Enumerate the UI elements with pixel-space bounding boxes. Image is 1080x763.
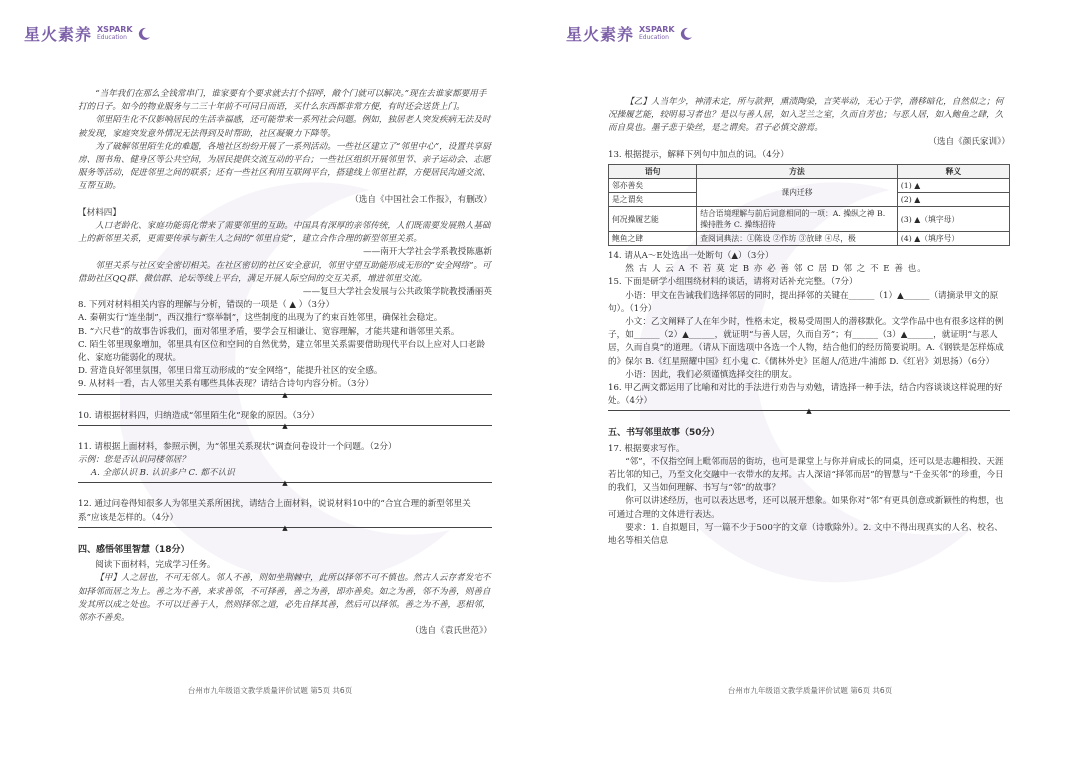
brand-name: 星火素养 xyxy=(24,25,93,44)
example-options: A. 全部认识 B. 认识多户 C. 都不认识 xyxy=(90,468,235,479)
question-14: 14. 请从A～E处选出一处断句（▲）（3分） xyxy=(608,251,774,262)
material-title: 【材料四】 xyxy=(78,207,121,218)
cell-meaning[interactable]: (1) ▲ xyxy=(897,179,1009,193)
question-17: 17. 根据要求写作。 xyxy=(608,443,685,454)
answer-line[interactable]: ▲ xyxy=(608,410,1010,423)
material-paragraph: 邻里关系与社区安全密切相关。在社区密切的社区安全意识，邻里守望互助能形成无形的“安全网络”。可借助社区QQ群、微信群、论坛等线上平台，满足开展人际空间的交互关系，增进邻里交流。 xyxy=(78,260,491,284)
brand-en-top: XSPARK xyxy=(97,24,133,34)
dialogue-line: 小文：乙文阐释了人在年少时，性格未定，极易受周围人的潜移默化。文学作品中也有很多这样的例子，如______（2）▲______，就证明“与善人居，久而自芳”；有______（3）▲______，就证明“与恶人居，久而自臭”的道理。（请从下面选项中各选一个人物，结合他们的经历简要说明。A.《钢铁是怎样炼成的》保尔 B.《红星照耀中国》红小鬼 C.《儒林外史》匡超人/范进/牛浦郎 D.《红岩》刘思扬）（6分） xyxy=(608,317,1004,367)
brand-en-bottom: Education xyxy=(639,33,669,41)
page-6 xyxy=(540,0,1080,763)
section-heading: 四、感悟邻里智慧（18分） xyxy=(78,544,190,555)
q14-sentence: 然 古 人 云 A 不 若 莫 定 B 亦 必 善 邻 C 居 D 邻 之 不 E 善 也。 xyxy=(625,264,927,275)
answer-line[interactable]: ▲ xyxy=(78,394,492,407)
material-paragraph: 邻里陌生化不仅影响居民的生活幸福感，还可能带来一系列社会问题。例如，独居老人突发疾病无法及时被发现，家庭突发意外情况无法得到及时帮助，社区凝聚力下降等。 xyxy=(78,115,491,139)
cell-method: 课内迁移 xyxy=(697,179,898,207)
attribution: ——复旦大学社会发展与公共政策学院教授潘丽英 xyxy=(302,287,492,298)
answer-line[interactable]: ▲ xyxy=(78,425,492,438)
cell-meaning[interactable]: (2) ▲ xyxy=(897,193,1009,207)
table-row xyxy=(609,179,1010,193)
attribution: ——南开大学社会学系教授陈惠新 xyxy=(363,247,492,258)
brand-logo xyxy=(566,22,693,45)
brand-en-top: XSPARK xyxy=(639,24,675,34)
question-11: 11. 请根据上面材料，参照示例，为“邻里关系现状”调查问卷设计一个问题。（2分） xyxy=(78,441,397,452)
question-9: 9. 从材料一看，古人邻里关系有哪些具体表现？请结合诗句内容分析。（3分） xyxy=(78,379,374,390)
cell-meaning[interactable]: (4) ▲（填序号） xyxy=(897,232,1009,246)
brand-en-bottom: Education xyxy=(97,33,127,41)
question-8: 8. 下列对材料相关内容的理解与分析，错误的一项是（ ▲ ）（3分） xyxy=(78,300,335,311)
page-5-content xyxy=(78,88,492,638)
writing-requirements: 要求：1. 自拟题目，写一篇不少于500字的文章（诗歌除外）。2. 文中不得出现真实的人名、校名、地名等相关信息 xyxy=(608,522,1003,547)
cell-method: 结合语境理解与前后词意相同的一项：A. 操纵之神 B. 操持胜务 C. 操练招待 xyxy=(697,207,898,232)
question-13: 13. 根据提示，解释下列句中加点的词。（4分） xyxy=(608,149,789,160)
q13-table xyxy=(608,164,1010,246)
page-6-content xyxy=(608,96,1010,548)
table-row xyxy=(609,232,1010,246)
section-intro: 阅读下面材料，完成学习任务。 xyxy=(95,560,216,571)
crescent-icon xyxy=(137,27,151,41)
column-header: 语句 xyxy=(609,165,697,179)
option-d: D. 营造良好邻里氛围，邻里日常互动形成的“安全网络”，能提升社区的安全感。 xyxy=(78,366,383,377)
option-b: B. “六尺巷”的故事告诉我们，面对邻里矛盾，要学会互相谦让、宽容理解，才能共建和谐邻里关系。 xyxy=(78,326,460,337)
table-header-row xyxy=(609,165,1010,179)
option-c: C. 陌生邻里现象增加，邻里具有区位和空间的自然优势，建立邻里关系需要借助现代平台以上应对人口老龄化、家庭功能弱化的现状。 xyxy=(78,339,486,364)
crescent-icon xyxy=(679,27,693,41)
source-citation: （选自《中国社会工作报》，有删改） xyxy=(350,194,492,205)
column-header: 方法 xyxy=(697,165,898,179)
page-footer: 台州市九年级语文教学质量评价试题 第6页 共6页 xyxy=(727,686,893,695)
writing-prompt: 你可以讲述经历，也可以表达思考，还可以展开想象。如果你对“邻”有更具创意或新颖性的构想，也可通过合理的文体进行表达。 xyxy=(608,496,1004,520)
material-paragraph: 人口老龄化、家庭功能弱化带来了需要邻里的互助。中国具有深厚的亲邻传统，人们既需要发展熟人基础上的新邻里关系，更需要传承与新生人之间的“邻里自觉”，建立合作合理的新型邻里关系。 xyxy=(78,221,491,245)
writing-prompt: “邻”，不仅指空间上毗邻而居的街坊，也可是课堂上与你并肩成长的同桌，还可以是志趣相投、天涯若比邻的知己，乃至文化交融中一衣带水的友邦。古人深谙“择邻而居”的智慧与“千金买邻”的珍重，今日的我们，又当如何理解、书写与“邻”的故事？ xyxy=(608,456,1004,494)
dialogue-line: 小语：甲文在告诫我们选择邻居的同时，提出择邻的关键在______（1）▲______（请摘录甲文的原句）。（1分） xyxy=(608,290,999,314)
source-citation: （选自《袁氏世范》） xyxy=(410,626,492,637)
cell-meaning[interactable]: (3) ▲（填字母） xyxy=(897,207,1009,232)
cell-sentence: 是之谓矣 xyxy=(609,193,697,207)
brand-name: 星火素养 xyxy=(566,25,635,44)
table-row xyxy=(609,207,1010,232)
brand-logo xyxy=(24,22,151,45)
material-paragraph: “当年我们在那么全钱常串门，谁家要有个要求就去打个招呼，敞个门就可以解决。”现在去谁家都要用手打的日子。如今的物业服务与二三十年前不可同日而语，买什么东西都非常方便，有时还会送货上门。 xyxy=(78,89,487,113)
classical-text-yi: 【乙】人当年少，神清未定，所与款狎，熏渍陶染，言笑举动，无心于学，潜移暗化，自然似之；何况操履艺能，较明易习者也？是以与善人居，如入芝兰之室，久而自芳也；与恶人居，如入鲍鱼之肆，久而自臭也。墨子悲于染丝，是之谓矣。君子必慎交游焉。 xyxy=(608,97,1004,134)
question-12: 12. 通过问卷得知很多人为邻里关系所困扰，请结合上面材料，说说材料10中的“合宜合理的新型邻里关系”应该是怎样的。（4分） xyxy=(78,499,471,523)
cell-sentence: 鲍鱼之肆 xyxy=(609,232,697,246)
cell-sentence: 邻亦善矣 xyxy=(609,179,697,193)
column-header: 释义 xyxy=(897,165,1009,179)
cell-sentence: 何况操履艺能 xyxy=(609,207,697,232)
answer-line[interactable]: ▲ xyxy=(78,527,492,540)
source-citation: （选自《颜氏家训》） xyxy=(928,136,1010,147)
cell-method: 查阅词典法：①陈设 ②作坊 ③放肆 ④尽，极 xyxy=(697,232,898,246)
question-16: 16. 甲乙两文都运用了比喻和对比的手法进行劝告与劝勉，请选择一种手法，结合内容谈谈这样说理的好处。（4分） xyxy=(608,383,1003,407)
question-15: 15. 下面是研学小组围绕材料的谈话，请将对话补充完整。（7分） xyxy=(608,277,858,288)
section-heading: 五、书写邻里故事（50分） xyxy=(608,428,720,439)
page-footer: 台州市九年级语文教学质量评价试题 第5页 共6页 xyxy=(187,686,353,695)
material-paragraph: 为了破解邻里陌生化的难题，各地社区纷纷开展了一系列活动。一些社区建立了“邻里中心”，设置共享厨房、图书角、健身区等公共空间，为居民提供交流互动的平台；一些社区组织开展邻里节、亲子运动会、志愿服务等活动，促进邻里之间的联系；还有一些社区利用互联网平台，搭建线上邻里社群，方便居民沟通交流、互帮互助。 xyxy=(78,141,491,192)
answer-line[interactable]: ▲ xyxy=(78,482,492,495)
example: 示例：您是否认识同楼邻居？ xyxy=(78,455,190,466)
option-a: A. 秦朝实行“连坐制”，西汉推行“察举制”，这些制度的出现为了约束百姓邻里，确保社会稳定。 xyxy=(78,313,443,324)
dialogue-line: 小语：因此，我们必须谨慎选择交往的朋友。 xyxy=(625,369,798,380)
classical-text-jia: 【甲】人之居也，不可无邻人。邻人不善，则如坐荆棘中，此所以择邻不可不慎也。然古人云存者发宅不如择邻而居之为上。善之为不善，来求善邻，不可择善，善之为善，即亦善矣。如之为善，邻不为善，则善自发其所以成之处也。不可以迁善于人，然则择邻之道，必先自择其善，然后可以择邻。善之为不善，恶相邻，邻亦不善矣。 xyxy=(78,573,491,623)
question-10: 10. 请根据材料四，归纳造成“邻里陌生化”现象的原因。（3分） xyxy=(78,410,320,421)
